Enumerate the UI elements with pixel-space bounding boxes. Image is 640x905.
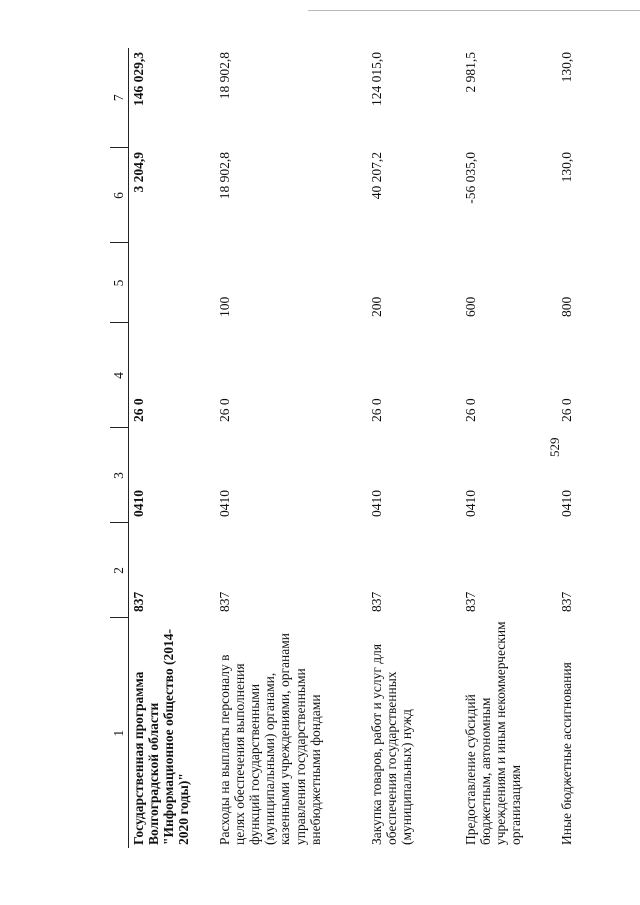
row-col5: 100	[217, 296, 232, 317]
table-row	[367, 48, 461, 848]
row-col3: 0410	[559, 490, 574, 517]
row-col5: 600	[463, 296, 478, 317]
table-row	[557, 48, 599, 848]
row-col6: 130,0	[559, 152, 574, 183]
row-col2: 837	[463, 591, 478, 612]
row-col7: 146 029,3	[131, 52, 146, 106]
row-col7: 2 981,5	[463, 52, 478, 93]
column-header-4: 4	[110, 323, 129, 428]
row-col3: 0410	[217, 490, 232, 517]
row-name: Предоставление субсидий бюджетным, автономным учреждениям и иным некоммерческим организациям	[463, 621, 524, 845]
row-col6: 40 207,2	[369, 152, 384, 200]
row-col2: 837	[559, 591, 574, 612]
row-col7: 124 015,0	[369, 52, 384, 106]
row-col4: 26 0	[217, 398, 232, 422]
table-row	[215, 48, 367, 848]
row-col6: 18 902,8	[217, 152, 232, 200]
row-col4: 26 0	[559, 398, 574, 422]
page-number: 529	[547, 437, 562, 457]
row-col2: 837	[369, 591, 384, 612]
row-col4: 26 0	[369, 398, 384, 422]
table-row	[129, 48, 216, 848]
rotated-table-container	[110, 48, 630, 848]
row-col5	[129, 243, 216, 323]
row-col7: 18 902,8	[217, 52, 232, 100]
column-header-6: 6	[110, 148, 129, 243]
row-col6: -56 035,0	[463, 152, 478, 204]
row-col6: 3 204,9	[131, 152, 146, 193]
row-name: Закупка товаров, работ и услуг для обеспечения государственных (муниципальных) нужд	[369, 643, 415, 845]
column-header-1: 1	[110, 618, 129, 848]
row-col5: 800	[559, 296, 574, 317]
scan-edge-line	[308, 10, 640, 11]
column-header-2: 2	[110, 523, 129, 618]
column-header-7: 7	[110, 48, 129, 148]
row-name: Расходы на выплаты персоналу в целях обеспечения выполнения функций государственными (муниципальными) органами, казенными учреждениями, органами управления государственными внебюджетными фондами	[217, 633, 323, 845]
row-col5: 200	[369, 296, 384, 317]
table-row	[461, 48, 557, 848]
row-col4: 26 0	[463, 398, 478, 422]
column-header-3: 3	[110, 428, 129, 523]
budget-table	[110, 48, 599, 848]
row-col3: 0410	[463, 490, 478, 517]
row-name: Иные бюджетные ассигнования	[559, 662, 574, 845]
row-col3: 0410	[369, 490, 384, 517]
row-col4: 26 0	[131, 398, 146, 422]
row-col7: 130,0	[559, 52, 574, 83]
column-header-5: 5	[110, 243, 129, 323]
row-col2: 837	[217, 591, 232, 612]
row-col3: 0410	[131, 490, 146, 517]
header-row	[110, 48, 129, 848]
row-col2: 837	[131, 591, 146, 612]
row-name: Государственная программа Волгоградской области "Информационное общество (2014-2020 годы)"	[131, 629, 192, 845]
